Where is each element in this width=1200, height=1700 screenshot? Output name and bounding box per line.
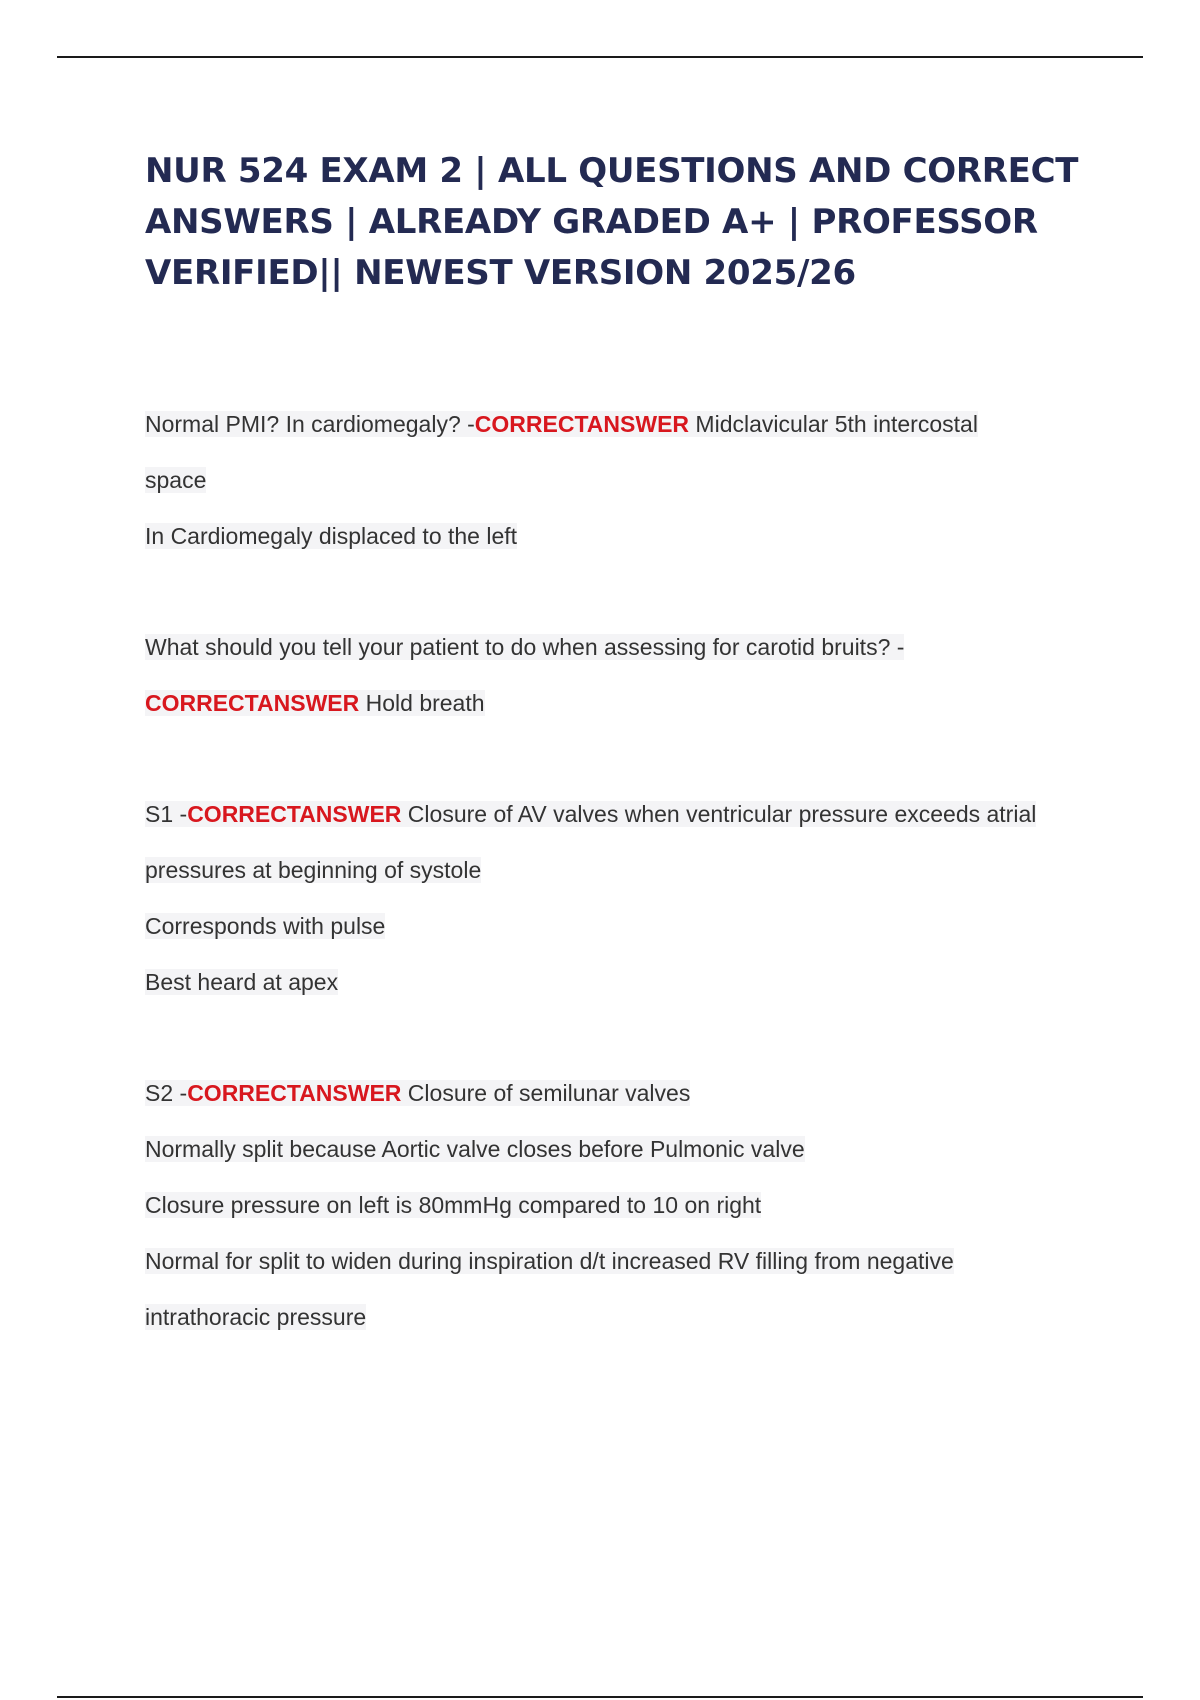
answer-line [145,954,1105,1010]
document-title [145,146,1085,299]
answer-text: Closure of AV valves when ventricular pressure exceeds atrial [401,801,1037,827]
answer-line [145,1233,1105,1289]
question-text: S1 - [145,801,188,827]
answer-tag: CORRECTANSWER [474,411,690,437]
qa-line [145,1065,1105,1121]
answer-text: Closure pressure on left is 80mmHg compared to 10 on right [145,1192,762,1218]
qa-item-pmi [145,396,1105,564]
answer-text: intrathoracic pressure [145,1304,367,1330]
answer-text: Closure of semilunar valves [401,1080,691,1106]
answer-text: Corresponds with pulse [145,913,386,939]
qa-item-s2 [145,1065,1105,1345]
title-line-1: NUR 524 EXAM 2 | ALL QUESTIONS AND CORRECT [145,151,1079,191]
answer-tag: CORRECTANSWER [187,801,402,827]
qa-item-carotid [145,619,1105,731]
answer-text: Best heard at apex [145,969,339,995]
answer-text: In Cardiomegaly displaced to the left [145,523,518,549]
answer-line [145,1177,1105,1233]
qa-list [145,396,1105,1400]
answer-line [145,1289,1105,1345]
answer-text: Normal for split to widen during inspiration d/t increased RV filling from negative [145,1248,954,1274]
question-text: S2 - [145,1080,188,1106]
answer-tag: CORRECTANSWER [145,690,360,716]
question-text: What should you tell your patient to do when assessing for carotid bruits? - [145,634,905,660]
qa-line [145,786,1105,842]
answer-text: pressures at beginning of systole [145,857,482,883]
question-line [145,619,1105,675]
answer-line [145,842,1105,898]
answer-text: Normally split because Aortic valve closes before Pulmonic valve [145,1136,805,1162]
question-text: Normal PMI? In cardiomegaly? - [145,411,475,437]
answer-text: Hold breath [359,690,485,716]
bottom-rule [57,1696,1143,1698]
title-line-2: ANSWERS | ALREADY GRADED A+ | PROFESSOR [145,202,1038,242]
answer-line [145,508,1105,564]
answer-text: space [145,467,207,493]
answer-text: Midclavicular 5th intercostal [689,411,978,437]
answer-line [145,675,1105,731]
answer-tag: CORRECTANSWER [187,1080,402,1106]
answer-line [145,1121,1105,1177]
title-line-3: VERIFIED|| NEWEST VERSION 2025/26 [145,253,856,293]
top-rule [57,56,1143,58]
qa-item-s1 [145,786,1105,1010]
answer-line [145,898,1105,954]
qa-line [145,396,1105,452]
answer-line [145,452,1105,508]
